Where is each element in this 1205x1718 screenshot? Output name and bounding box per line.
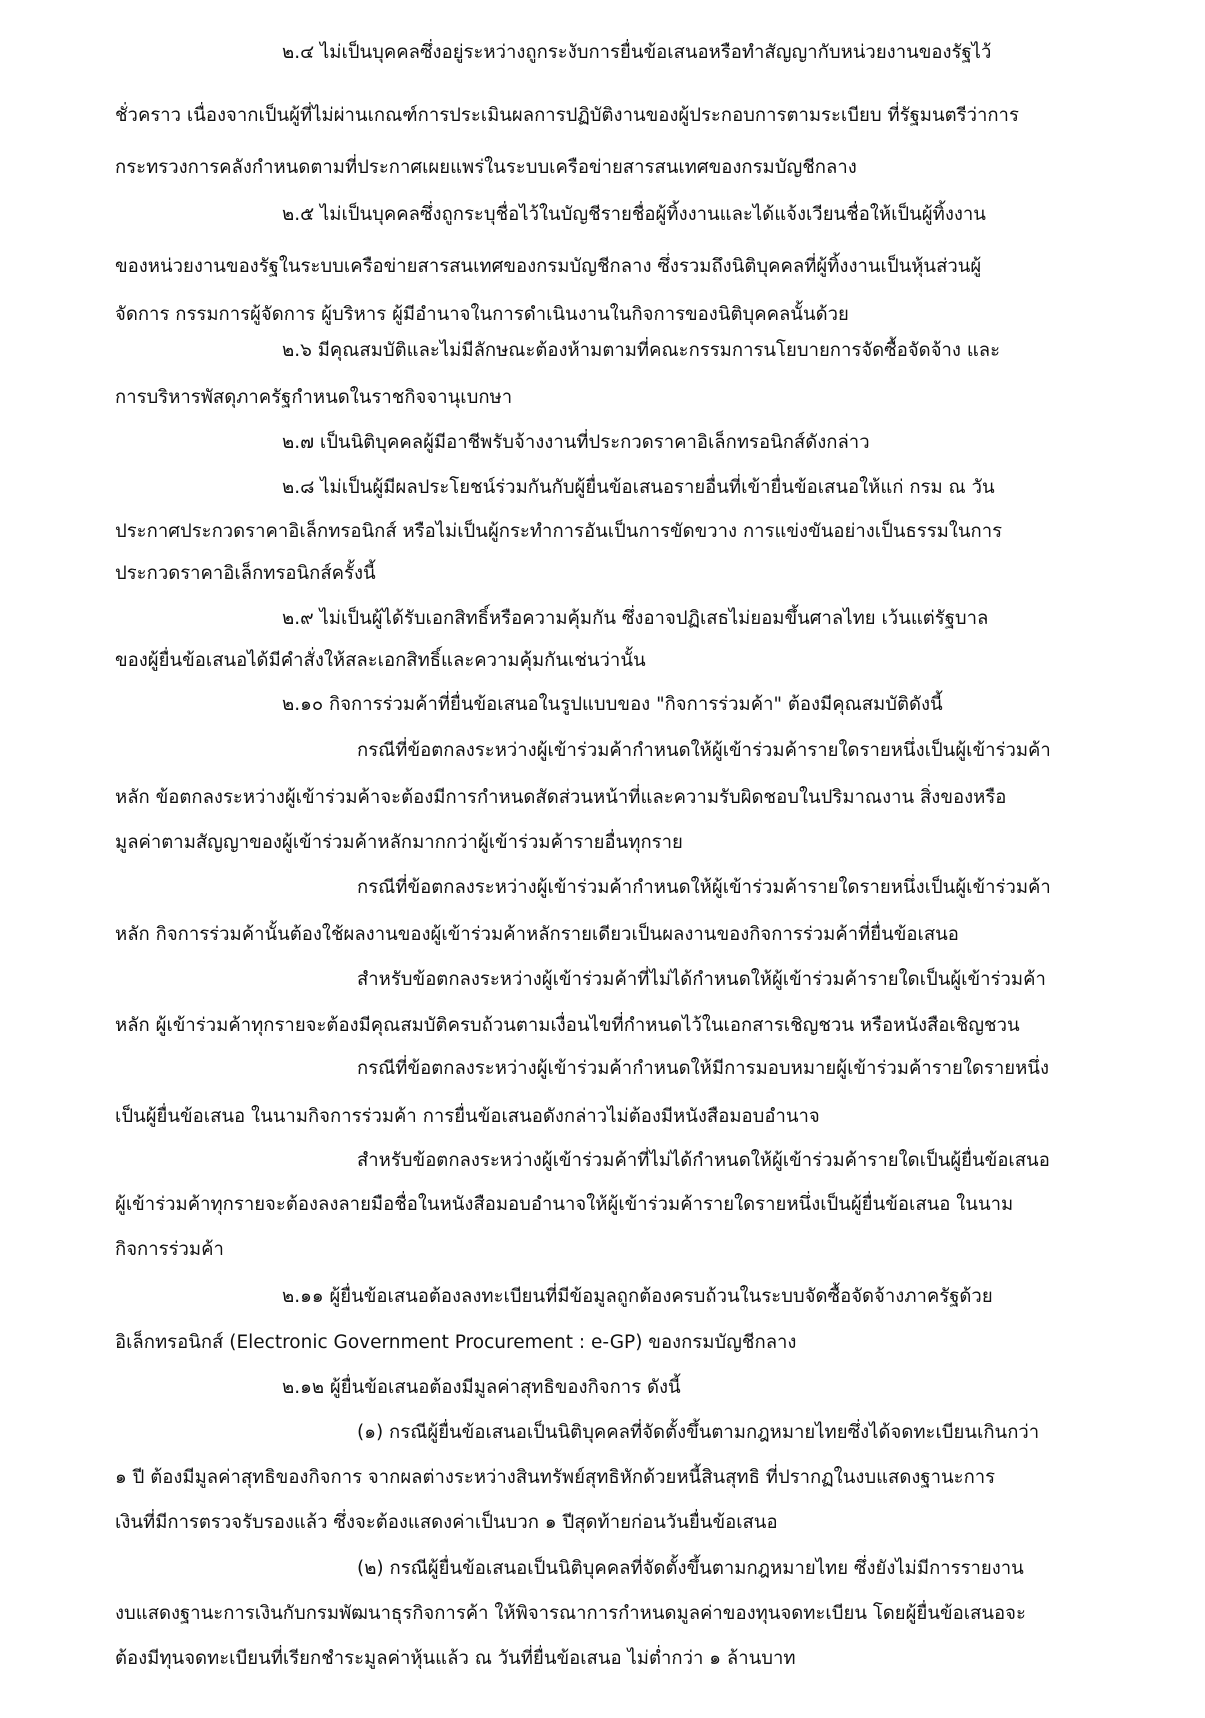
clause-2-10-para-3-line-2: หลัก ผู้เข้าร่วมค้าทุกรายจะต้องมีคุณสมบัติครบถ้วนตามเงื่อนไขที่กำหนดไว้ในเอกสารเชิญชวน หรือหนังสือเชิญชวน	[115, 1015, 1020, 1036]
clause-2-9-line-1: ๒.๙ ไม่เป็นผู้ได้รับเอกสิทธิ์หรือความคุ้มกัน ซึ่งอาจปฏิเสธไม่ยอมขึ้นศาลไทย เว้นแต่รัฐบาล	[282, 608, 989, 629]
clause-2-10-para-2-line-1: กรณีที่ข้อตกลงระหว่างผู้เข้าร่วมค้ากำหนดให้ผู้เข้าร่วมค้ารายใดรายหนึ่งเป็นผู้เข้าร่วมค้า	[357, 877, 1051, 898]
clause-2-5-line-1: ๒.๕ ไม่เป็นบุคคลซึ่งถูกระบุชื่อไว้ในบัญชีรายชื่อผู้ทิ้งงานและได้แจ้งเวียนชื่อให้เป็นผู้ทิ้งงาน	[282, 204, 986, 225]
clause-2-8-line-2: ประกาศประกวดราคาอิเล็กทรอนิกส์ หรือไม่เป็นผู้กระทำการอันเป็นการขัดขวาง การแข่งขันอย่างเป็นธรรมในการ	[115, 521, 1003, 542]
clause-2-4-line-3: กระทรวงการคลังกำหนดตามที่ประกาศเผยแพร่ในระบบเครือข่ายสารสนเทศของกรมบัญชีกลาง	[115, 157, 857, 178]
clause-2-12-line-1: ๒.๑๒ ผู้ยื่นข้อเสนอต้องมีมูลค่าสุทธิของกิจการ ดังนี้	[282, 1377, 681, 1398]
clause-2-11-line-2: อิเล็กทรอนิกส์ (Electronic Government Procurement : e-GP) ของกรมบัญชีกลาง	[115, 1332, 797, 1353]
clause-2-12-item-2-line-1: (๒) กรณีผู้ยื่นข้อเสนอเป็นนิติบุคคลที่จัดตั้งขึ้นตามกฎหมายไทย ซึ่งยังไม่มีการรายงาน	[357, 1558, 1024, 1579]
clause-2-12-item-2-line-3: ต้องมีทุนจดทะเบียนที่เรียกชำระมูลค่าหุ้นแล้ว ณ วันที่ยื่นข้อเสนอ ไม่ต่ำกว่า ๑ ล้านบาท	[115, 1648, 796, 1669]
clause-2-5-line-2: ของหน่วยงานของรัฐในระบบเครือข่ายสารสนเทศของกรมบัญชีกลาง ซึ่งรวมถึงนิติบุคคลที่ผู้ทิ้งงานเป็นหุ้นส่วนผู้	[115, 256, 982, 277]
clause-2-9-line-2: ของผู้ยื่นข้อเสนอได้มีคำสั่งให้สละเอกสิทธิ์และความคุ้มกันเช่นว่านั้น	[115, 650, 646, 671]
clause-2-4-line-2: ชั่วคราว เนื่องจากเป็นผู้ที่ไม่ผ่านเกณฑ์การประเมินผลการปฏิบัติงานของผู้ประกอบการตามระเบียบ ที่รัฐมนตรีว่าการ	[115, 105, 1019, 126]
clause-2-10-para-5-line-2: ผู้เข้าร่วมค้าทุกรายจะต้องลงลายมือชื่อในหนังสือมอบอำนาจให้ผู้เข้าร่วมค้ารายใดรายหนึ่งเป็นผู้ยื่นข้อเสนอ ในนาม	[115, 1194, 1014, 1215]
clause-2-8-line-3: ประกวดราคาอิเล็กทรอนิกส์ครั้งนี้	[115, 563, 376, 584]
clause-2-10-para-1-line-1: กรณีที่ข้อตกลงระหว่างผู้เข้าร่วมค้ากำหนดให้ผู้เข้าร่วมค้ารายใดรายหนึ่งเป็นผู้เข้าร่วมค้า	[357, 740, 1051, 761]
clause-2-6-line-2: การบริหารพัสดุภาครัฐกำหนดในราชกิจจานุเบกษา	[115, 387, 513, 408]
clause-2-12-item-2-line-2: งบแสดงฐานะการเงินกับกรมพัฒนาธุรกิจการค้า ให้พิจารณาการกำหนดมูลค่าของทุนจดทะเบียน โดยผู้ยื่นข้อเสนอจะ	[115, 1603, 1026, 1624]
clause-2-4-line-1: ๒.๔ ไม่เป็นบุคคลซึ่งอยู่ระหว่างถูกระงับการยื่นข้อเสนอหรือทำสัญญากับหน่วยงานของรัฐไว้	[282, 42, 992, 63]
clause-2-5-line-3: จัดการ กรรมการผู้จัดการ ผู้บริหาร ผู้มีอำนาจในการดำเนินงานในกิจการของนิติบุคคลนั้นด้วย	[115, 304, 849, 325]
clause-2-11-line-1: ๒.๑๑ ผู้ยื่นข้อเสนอต้องลงทะเบียนที่มีข้อมูลถูกต้องครบถ้วนในระบบจัดซื้อจัดจ้างภาครัฐด้วย	[282, 1286, 993, 1307]
clause-2-10-para-5-line-3: กิจการร่วมค้า	[115, 1239, 224, 1260]
clause-2-7-line-1: ๒.๗ เป็นนิติบุคคลผู้มีอาชีพรับจ้างงานที่ประกวดราคาอิเล็กทรอนิกส์ดังกล่าว	[282, 432, 870, 453]
clause-2-10-para-5-line-1: สำหรับข้อตกลงระหว่างผู้เข้าร่วมค้าที่ไม่ได้กำหนดให้ผู้เข้าร่วมค้ารายใดเป็นผู้ยื่นข้อเสนอ	[357, 1150, 1050, 1171]
clause-2-8-line-1: ๒.๘ ไม่เป็นผู้มีผลประโยชน์ร่วมกันกับผู้ยื่นข้อเสนอรายอื่นที่เข้ายื่นข้อเสนอให้แก่ กรม ณ วัน	[282, 477, 995, 498]
clause-2-12-item-1-line-3: เงินที่มีการตรวจรับรองแล้ว ซึ่งจะต้องแสดงค่าเป็นบวก ๑ ปีสุดท้ายก่อนวันยื่นข้อเสนอ	[115, 1512, 778, 1533]
clause-2-10-line-1: ๒.๑๐ กิจการร่วมค้าที่ยื่นข้อเสนอในรูปแบบของ "กิจการร่วมค้า" ต้องมีคุณสมบัติดังนี้	[282, 694, 943, 715]
clause-2-10-para-4-line-1: กรณีที่ข้อตกลงระหว่างผู้เข้าร่วมค้ากำหนดให้มีการมอบหมายผู้เข้าร่วมค้ารายใดรายหนึ่ง	[357, 1058, 1049, 1079]
clause-2-10-para-2-line-2: หลัก กิจการร่วมค้านั้นต้องใช้ผลงานของผู้เข้าร่วมค้าหลักรายเดียวเป็นผลงานของกิจการร่วมค้าที่ยื่นข้อเสนอ	[115, 924, 959, 945]
clause-2-10-para-1-line-2: หลัก ข้อตกลงระหว่างผู้เข้าร่วมค้าจะต้องมีการกำหนดสัดส่วนหน้าที่และความรับผิดชอบในปริมาณงาน สิ่งของหรือ	[115, 787, 1007, 808]
clause-2-10-para-1-line-3: มูลค่าตามสัญญาของผู้เข้าร่วมค้าหลักมากกว่าผู้เข้าร่วมค้ารายอื่นทุกราย	[115, 832, 683, 853]
clause-2-12-item-1-line-2: ๑ ปี ต้องมีมูลค่าสุทธิของกิจการ จากผลต่างระหว่างสินทรัพย์สุทธิหักด้วยหนี้สินสุทธิ ที่ปรากฏในงบแสดงฐานะการ	[115, 1467, 996, 1488]
clause-2-10-para-3-line-1: สำหรับข้อตกลงระหว่างผู้เข้าร่วมค้าที่ไม่ได้กำหนดให้ผู้เข้าร่วมค้ารายใดเป็นผู้เข้าร่วมค้า	[357, 969, 1046, 990]
clause-2-6-line-1: ๒.๖ มีคุณสมบัติและไม่มีลักษณะต้องห้ามตามที่คณะกรรมการนโยบายการจัดซื้อจัดจ้าง และ	[282, 340, 1001, 361]
clause-2-12-item-1-line-1: (๑) กรณีผู้ยื่นข้อเสนอเป็นนิติบุคคลที่จัดตั้งขึ้นตามกฎหมายไทยซึ่งได้จดทะเบียนเกินกว่า	[357, 1422, 1040, 1443]
clause-2-10-para-4-line-2: เป็นผู้ยื่นข้อเสนอ ในนามกิจการร่วมค้า การยื่นข้อเสนอดังกล่าวไม่ต้องมีหนังสือมอบอำนาจ	[115, 1106, 820, 1127]
